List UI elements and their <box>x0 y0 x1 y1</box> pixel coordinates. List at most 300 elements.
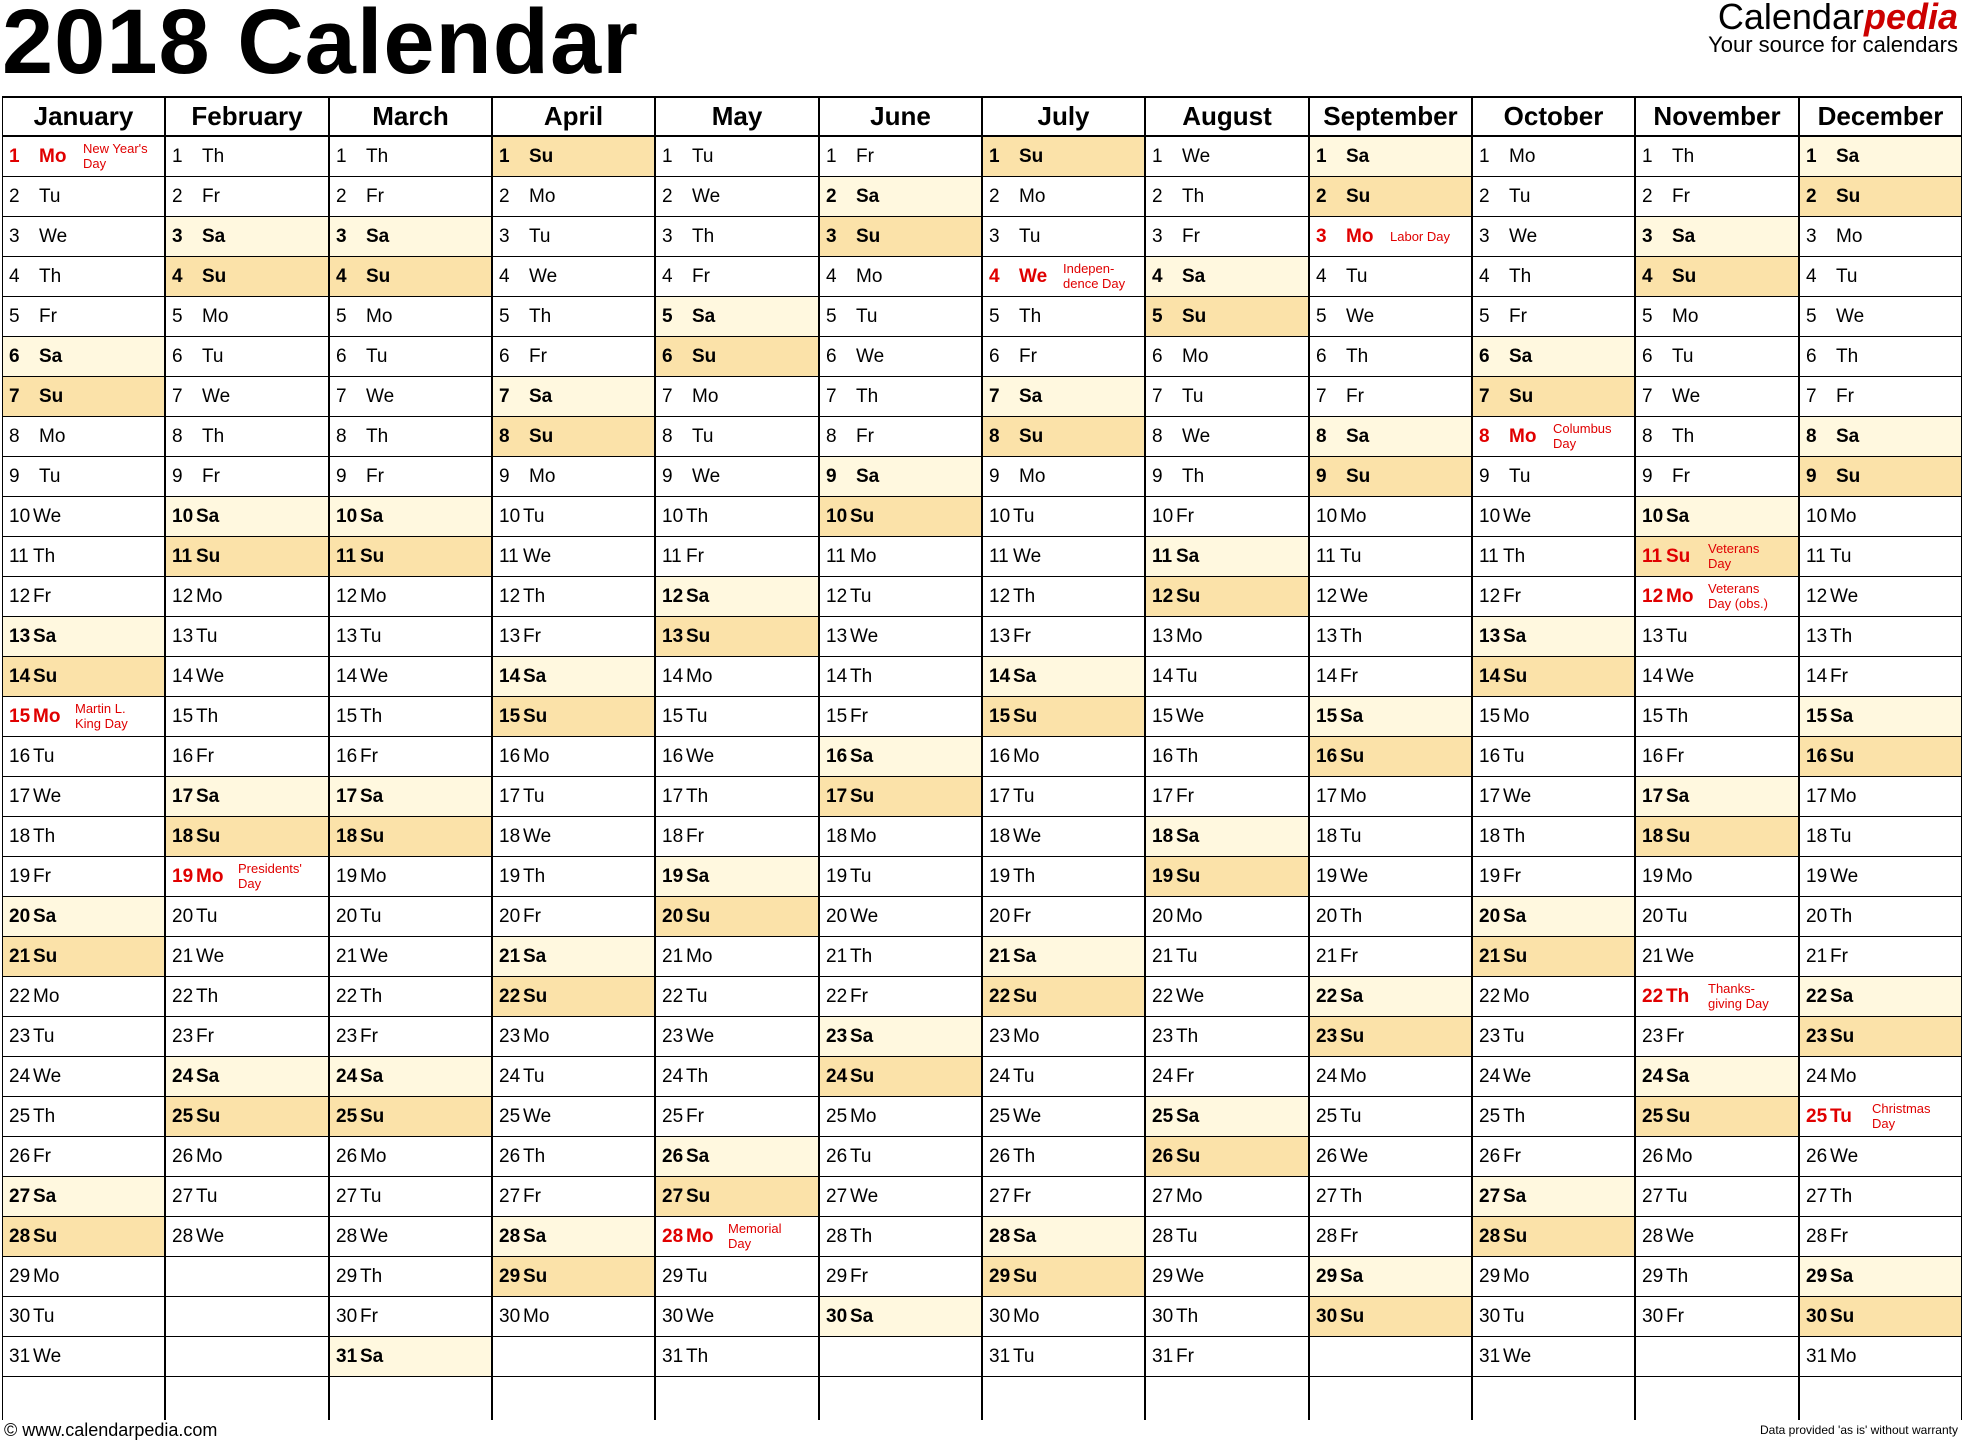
day-cell <box>330 897 491 937</box>
day-number: 4 <box>499 266 510 287</box>
weekday-label: We <box>1503 786 1532 807</box>
day-cell <box>1146 377 1308 417</box>
weekday-label: We <box>686 746 715 767</box>
day-number: 12 <box>1152 586 1174 607</box>
day-cell <box>1146 777 1308 817</box>
day-cell <box>3 537 164 577</box>
weekday-label: Th <box>856 386 879 407</box>
weekday-label: Sa <box>196 1066 220 1087</box>
day-number: 26 <box>826 1146 848 1167</box>
day-cell <box>1310 1057 1471 1097</box>
day-number: 25 <box>336 1106 358 1127</box>
weekday-label: Su <box>196 826 221 847</box>
weekday-label: Fr <box>692 266 710 287</box>
weekday-label: We <box>1013 826 1042 847</box>
day-cell <box>820 1257 981 1297</box>
day-cell <box>1800 1097 1961 1137</box>
day-number: 28 <box>1152 1226 1174 1247</box>
day-cell <box>1146 857 1308 897</box>
day-number: 13 <box>1479 626 1501 647</box>
weekday-label: Fr <box>1836 386 1854 407</box>
weekday-label: Su <box>360 546 385 567</box>
weekday-label: Fr <box>33 866 51 887</box>
weekday-label: Th <box>1013 1146 1036 1167</box>
weekday-label: Fr <box>1340 666 1358 687</box>
day-number: 22 <box>989 986 1011 1007</box>
weekday-label: Tu <box>1346 266 1368 287</box>
weekday-label: We <box>360 666 389 687</box>
weekday-label: Tu <box>850 586 872 607</box>
day-number: 19 <box>9 866 31 887</box>
weekday-label: Fr <box>360 746 378 767</box>
weekday-label: Th <box>850 1226 873 1247</box>
day-cell <box>1310 1097 1471 1137</box>
day-number: 26 <box>1479 1146 1501 1167</box>
day-number: 6 <box>1642 346 1653 367</box>
day-cell <box>820 937 981 977</box>
day-number: 29 <box>9 1266 31 1287</box>
day-cell <box>1636 337 1798 377</box>
weekday-label: Mo <box>1503 1266 1530 1287</box>
day-cell <box>1473 577 1634 617</box>
weekday-label: Su <box>1176 586 1201 607</box>
weekday-label: Su <box>856 226 881 247</box>
day-cell <box>166 1017 328 1057</box>
weekday-label: Fr <box>856 426 874 447</box>
weekday-label: Sa <box>1346 426 1370 447</box>
day-number: 1 <box>1642 146 1653 167</box>
day-number: 27 <box>826 1186 848 1207</box>
day-cell <box>1473 1177 1634 1217</box>
weekday-label: Th <box>360 1266 383 1287</box>
day-cell <box>1800 1137 1961 1177</box>
day-number: 10 <box>826 506 848 527</box>
day-number: 18 <box>989 826 1011 847</box>
day-number: 23 <box>172 1026 194 1047</box>
day-number: 22 <box>1479 986 1501 1007</box>
day-cell <box>1473 977 1634 1017</box>
weekday-label: Fr <box>1503 1146 1521 1167</box>
day-number: 2 <box>826 186 837 207</box>
weekday-label: Su <box>523 706 548 727</box>
day-cell <box>493 617 654 657</box>
weekday-label: Th <box>1340 906 1363 927</box>
weekday-label: Th <box>1182 466 1205 487</box>
day-number: 19 <box>172 866 194 887</box>
day-number: 10 <box>499 506 521 527</box>
day-number: 21 <box>826 946 848 967</box>
weekday-label: Sa <box>1830 986 1854 1007</box>
weekday-label: Su <box>1503 1226 1528 1247</box>
weekday-label: Tu <box>529 226 551 247</box>
day-cell <box>656 577 818 617</box>
weekday-label: Fr <box>202 186 220 207</box>
day-number: 15 <box>9 706 31 727</box>
day-number: 9 <box>826 466 837 487</box>
day-cell <box>1800 1057 1961 1097</box>
day-cell <box>983 457 1144 497</box>
day-cell <box>1310 617 1471 657</box>
day-cell <box>1310 1217 1471 1257</box>
day-cell <box>1310 577 1471 617</box>
weekday-label: Th <box>1830 906 1853 927</box>
day-number: 16 <box>662 746 684 767</box>
day-cell <box>166 217 328 257</box>
day-cell <box>1473 657 1634 697</box>
day-cell <box>656 777 818 817</box>
day-cell <box>166 497 328 537</box>
weekday-label: Su <box>1830 1026 1855 1047</box>
day-cell <box>820 697 981 737</box>
day-cell <box>1310 537 1471 577</box>
weekday-label: Mo <box>529 186 556 207</box>
day-cell <box>1636 1217 1798 1257</box>
weekday-label: Th <box>692 226 715 247</box>
day-cell <box>493 377 654 417</box>
day-cell <box>656 457 818 497</box>
day-cell <box>330 937 491 977</box>
day-cell <box>820 1217 981 1257</box>
day-cell <box>330 777 491 817</box>
weekday-label: Th <box>1340 626 1363 647</box>
weekday-label: We <box>196 666 225 687</box>
day-number: 24 <box>1152 1066 1174 1087</box>
day-number: 25 <box>1806 1106 1828 1127</box>
day-number: 30 <box>1806 1306 1828 1327</box>
day-cell <box>1473 737 1634 777</box>
weekday-label: Th <box>1176 746 1199 767</box>
day-number: 19 <box>1479 866 1501 887</box>
day-cell <box>1146 1297 1308 1337</box>
day-number: 2 <box>662 186 673 207</box>
weekday-label: Fr <box>850 1266 868 1287</box>
day-number: 26 <box>1642 1146 1664 1167</box>
day-number: 30 <box>1642 1306 1664 1327</box>
weekday-label: Th <box>523 586 546 607</box>
day-cell <box>3 417 164 457</box>
day-number: 25 <box>662 1106 684 1127</box>
day-cell <box>330 457 491 497</box>
day-number: 5 <box>826 306 837 327</box>
day-number: 24 <box>989 1066 1011 1087</box>
weekday-label: Tu <box>1503 746 1525 767</box>
weekday-label: Su <box>1830 746 1855 767</box>
day-number: 25 <box>826 1106 848 1127</box>
weekday-label: Su <box>1672 266 1697 287</box>
day-cell <box>1146 217 1308 257</box>
day-number: 6 <box>1316 346 1327 367</box>
day-number: 16 <box>989 746 1011 767</box>
day-number: 7 <box>1806 386 1817 407</box>
weekday-label: Th <box>1666 986 1690 1007</box>
day-number: 4 <box>662 266 673 287</box>
day-cell <box>820 577 981 617</box>
weekday-label: Sa <box>850 1026 874 1047</box>
day-cell <box>1473 1097 1634 1137</box>
day-number: 17 <box>826 786 848 807</box>
weekday-label: Tu <box>1176 666 1198 687</box>
day-number: 17 <box>1479 786 1501 807</box>
day-number: 22 <box>172 986 194 1007</box>
weekday-label: We <box>1340 1146 1369 1167</box>
day-number: 5 <box>662 306 673 327</box>
weekday-label: Mo <box>856 266 883 287</box>
weekday-label: Sa <box>1340 986 1364 1007</box>
day-number: 8 <box>1642 426 1653 447</box>
day-number: 21 <box>989 946 1011 967</box>
day-number: 12 <box>989 586 1011 607</box>
day-cell <box>493 1217 654 1257</box>
footer-disclaimer: Data provided 'as is' without warranty <box>1759 1423 1958 1437</box>
weekday-label: We <box>523 1106 552 1127</box>
day-cell <box>1473 177 1634 217</box>
day-cell <box>330 857 491 897</box>
weekday-label: Th <box>360 986 383 1007</box>
day-cell <box>330 697 491 737</box>
day-number: 3 <box>336 226 347 247</box>
day-cell <box>1800 457 1961 497</box>
weekday-label: Tu <box>1836 266 1858 287</box>
day-number: 5 <box>499 306 510 327</box>
holiday-name: Thanks- giving Day <box>1708 981 1769 1011</box>
day-cell <box>166 297 328 337</box>
weekday-label: We <box>686 1026 715 1047</box>
day-cell <box>3 817 164 857</box>
day-cell <box>656 1257 818 1297</box>
weekday-label: Mo <box>692 386 719 407</box>
weekday-label: Mo <box>202 306 229 327</box>
day-cell <box>1800 1217 1961 1257</box>
weekday-label: Su <box>1503 946 1528 967</box>
weekday-label: We <box>850 906 879 927</box>
day-number: 16 <box>1316 746 1338 767</box>
day-cell <box>1146 937 1308 977</box>
day-cell <box>330 497 491 537</box>
day-number: 5 <box>1479 306 1490 327</box>
weekday-label: Sa <box>1830 1266 1854 1287</box>
weekday-label: We <box>1176 706 1205 727</box>
day-cell <box>1310 137 1471 177</box>
day-number: 26 <box>172 1146 194 1167</box>
day-cell <box>1800 337 1961 377</box>
day-cell <box>330 1057 491 1097</box>
day-cell <box>166 177 328 217</box>
day-cell <box>3 257 164 297</box>
day-cell <box>656 377 818 417</box>
weekday-label: We <box>1176 986 1205 1007</box>
day-cell <box>1146 657 1308 697</box>
month-column-september <box>1310 98 1473 1420</box>
month-column-february <box>166 98 330 1420</box>
day-number: 25 <box>9 1106 31 1127</box>
day-cell <box>656 617 818 657</box>
day-number: 29 <box>336 1266 358 1287</box>
day-number: 31 <box>336 1346 358 1367</box>
day-number: 30 <box>9 1306 31 1327</box>
day-cell <box>983 857 1144 897</box>
weekday-label: Fr <box>202 466 220 487</box>
day-cell <box>1636 297 1798 337</box>
day-cell <box>1800 1337 1961 1377</box>
weekday-label: Tu <box>523 786 545 807</box>
day-number: 3 <box>1642 226 1653 247</box>
weekday-label: We <box>39 226 68 247</box>
day-number: 17 <box>9 786 31 807</box>
day-cell <box>1146 457 1308 497</box>
day-cell <box>983 217 1144 257</box>
weekday-label: Tu <box>1013 1066 1035 1087</box>
day-cell <box>1310 297 1471 337</box>
day-number: 8 <box>336 426 347 447</box>
weekday-label: Mo <box>1019 186 1046 207</box>
weekday-label: Th <box>1836 346 1859 367</box>
day-number: 7 <box>1479 386 1490 407</box>
day-number: 6 <box>1806 346 1817 367</box>
day-cell <box>820 537 981 577</box>
day-number: 27 <box>989 1186 1011 1207</box>
weekday-label: Sa <box>33 1186 57 1207</box>
day-number: 14 <box>1806 666 1828 687</box>
weekday-label: Sa <box>1830 706 1854 727</box>
day-cell <box>1310 1017 1471 1057</box>
weekday-label: Sa <box>202 226 226 247</box>
day-cell <box>1146 817 1308 857</box>
weekday-label: Th <box>33 826 56 847</box>
day-number: 14 <box>9 666 31 687</box>
day-number: 17 <box>1316 786 1338 807</box>
day-number: 22 <box>1642 986 1664 1007</box>
day-number: 8 <box>499 426 510 447</box>
day-number: 13 <box>1642 626 1664 647</box>
holiday-name: Labor Day <box>1390 229 1450 244</box>
weekday-label: Sa <box>692 306 716 327</box>
weekday-label: Th <box>686 786 709 807</box>
day-cell <box>3 137 164 177</box>
day-cell <box>1800 217 1961 257</box>
day-number: 14 <box>1642 666 1664 687</box>
weekday-label: Mo <box>366 306 393 327</box>
day-number: 10 <box>662 506 684 527</box>
weekday-label: Mo <box>686 1226 714 1247</box>
day-number: 1 <box>989 146 1000 167</box>
day-cell <box>983 537 1144 577</box>
weekday-label: Tu <box>1340 1106 1362 1127</box>
day-cell <box>1473 497 1634 537</box>
day-number: 28 <box>172 1226 194 1247</box>
weekday-label: Mo <box>523 1306 550 1327</box>
day-cell <box>330 137 491 177</box>
day-number: 20 <box>1806 906 1828 927</box>
day-number: 16 <box>1806 746 1828 767</box>
day-cell <box>330 577 491 617</box>
day-number: 2 <box>1642 186 1653 207</box>
day-number: 31 <box>662 1346 684 1367</box>
holiday-name: New Year's Day <box>83 141 148 171</box>
weekday-label: We <box>1182 426 1211 447</box>
day-cell <box>1636 977 1798 1017</box>
day-cell <box>1473 1297 1634 1337</box>
weekday-label: We <box>850 1186 879 1207</box>
weekday-label: Tu <box>366 346 388 367</box>
day-cell <box>166 897 328 937</box>
weekday-label: Sa <box>1340 1266 1364 1287</box>
day-cell <box>1310 337 1471 377</box>
day-number: 24 <box>1806 1066 1828 1087</box>
weekday-label: Su <box>1509 386 1534 407</box>
weekday-label: Su <box>850 1066 875 1087</box>
weekday-label: We <box>1666 666 1695 687</box>
day-number: 17 <box>989 786 1011 807</box>
day-number: 4 <box>172 266 183 287</box>
day-cell <box>493 1137 654 1177</box>
day-number: 7 <box>989 386 1000 407</box>
weekday-label: Sa <box>196 786 220 807</box>
holiday-name: Veterans Day <box>1708 541 1760 571</box>
month-column-june <box>820 98 983 1420</box>
day-cell <box>820 617 981 657</box>
day-number: 20 <box>989 906 1011 927</box>
day-cell <box>1146 1177 1308 1217</box>
day-number: 28 <box>1479 1226 1501 1247</box>
day-cell <box>493 937 654 977</box>
weekday-label: Th <box>523 866 546 887</box>
day-number: 8 <box>172 426 183 447</box>
day-number: 23 <box>9 1026 31 1047</box>
day-number: 21 <box>1152 946 1174 967</box>
weekday-label: Th <box>202 426 225 447</box>
day-number: 2 <box>172 186 183 207</box>
day-cell <box>983 577 1144 617</box>
day-number: 29 <box>1479 1266 1501 1287</box>
weekday-label: Mo <box>1503 706 1530 727</box>
day-number: 18 <box>1479 826 1501 847</box>
day-number: 13 <box>1316 626 1338 647</box>
weekday-label: Mo <box>33 1266 60 1287</box>
day-number: 18 <box>1642 826 1664 847</box>
day-number: 3 <box>1316 226 1327 247</box>
weekday-label: Th <box>360 706 383 727</box>
weekday-label: Fr <box>686 826 704 847</box>
day-cell <box>493 817 654 857</box>
day-cell <box>820 137 981 177</box>
day-number: 11 <box>172 546 193 567</box>
weekday-label: Th <box>1176 1026 1199 1047</box>
day-cell <box>983 1257 1144 1297</box>
day-number: 7 <box>336 386 347 407</box>
day-cell <box>983 1297 1144 1337</box>
day-cell <box>1473 817 1634 857</box>
day-number: 25 <box>989 1106 1011 1127</box>
weekday-label: Su <box>1340 1306 1365 1327</box>
weekday-label: Mo <box>1182 346 1209 367</box>
day-number: 22 <box>336 986 358 1007</box>
day-cell <box>820 1137 981 1177</box>
day-number: 1 <box>826 146 837 167</box>
day-number: 6 <box>9 346 20 367</box>
day-cell <box>166 457 328 497</box>
weekday-label: Tu <box>33 746 55 767</box>
day-cell <box>3 937 164 977</box>
day-cell <box>656 137 818 177</box>
weekday-label: Fr <box>1019 346 1037 367</box>
day-cell <box>166 577 328 617</box>
weekday-label: Sa <box>523 1226 547 1247</box>
weekday-label: Mo <box>1340 1066 1367 1087</box>
day-cell <box>983 1217 1144 1257</box>
weekday-label: Tu <box>1830 826 1852 847</box>
day-cell <box>330 617 491 657</box>
weekday-label: Sa <box>1176 826 1200 847</box>
